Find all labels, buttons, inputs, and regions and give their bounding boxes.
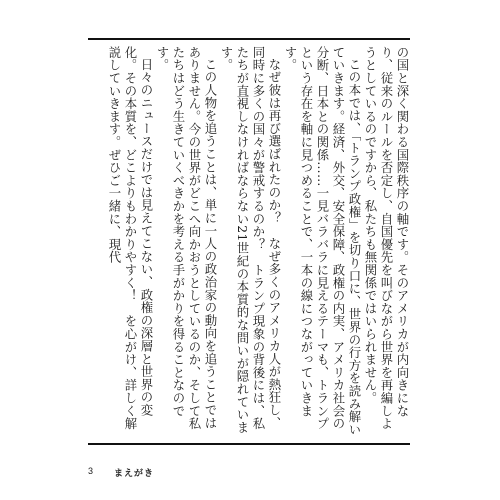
vertical-text-body (88, 46, 410, 438)
paragraph: この人物を追うことは、単に一人の政治家の動向を追うことではありません。今の世界がどこへ向かおうとしているのか、そして私たちはどう生きていくべきかを考える手がかりを得ることなのです。 (155, 46, 218, 430)
running-head: まえがき (114, 468, 155, 478)
paragraph: 日々のニュースだけでは見えてこない、政権の深層と世界の変化。その本質を、どこよりもわかりやすく！ を心がけ、詳しく解説していきます。ぜひご一緒に、現代 (107, 46, 154, 430)
paragraph: の国と深く関わる国際秩序の軸です。そのアメリカが内向きになり、従来のルールを否定し、自国優先を叫びながら世界を再編しようとしているのですから、私たちも無関係ではいられません。 (363, 46, 410, 430)
paragraph: この本では、「トランプ政権」を切り口に、世界の行方を読み解いていきます。経済、外交、安全保障、政権の内実、アメリカ社会の分断、日本との関係……一見バラバラに見えるテーマも、トランプという存在を軸に見つめることで、一本の線につながっていきます。 (283, 46, 362, 437)
top-rule (88, 38, 410, 40)
bottom-rule (88, 443, 410, 445)
page-number: 3 (88, 466, 94, 476)
paragraph: なぜ彼は再び選ばれたのか？ なぜ多くのアメリカ人が熱狂し、同時に多くの国々が警戒するのか？ トランプ現象の背後には、私たちが直視しなければならない21世紀の本質的な問いが隠れています。 (219, 46, 282, 434)
